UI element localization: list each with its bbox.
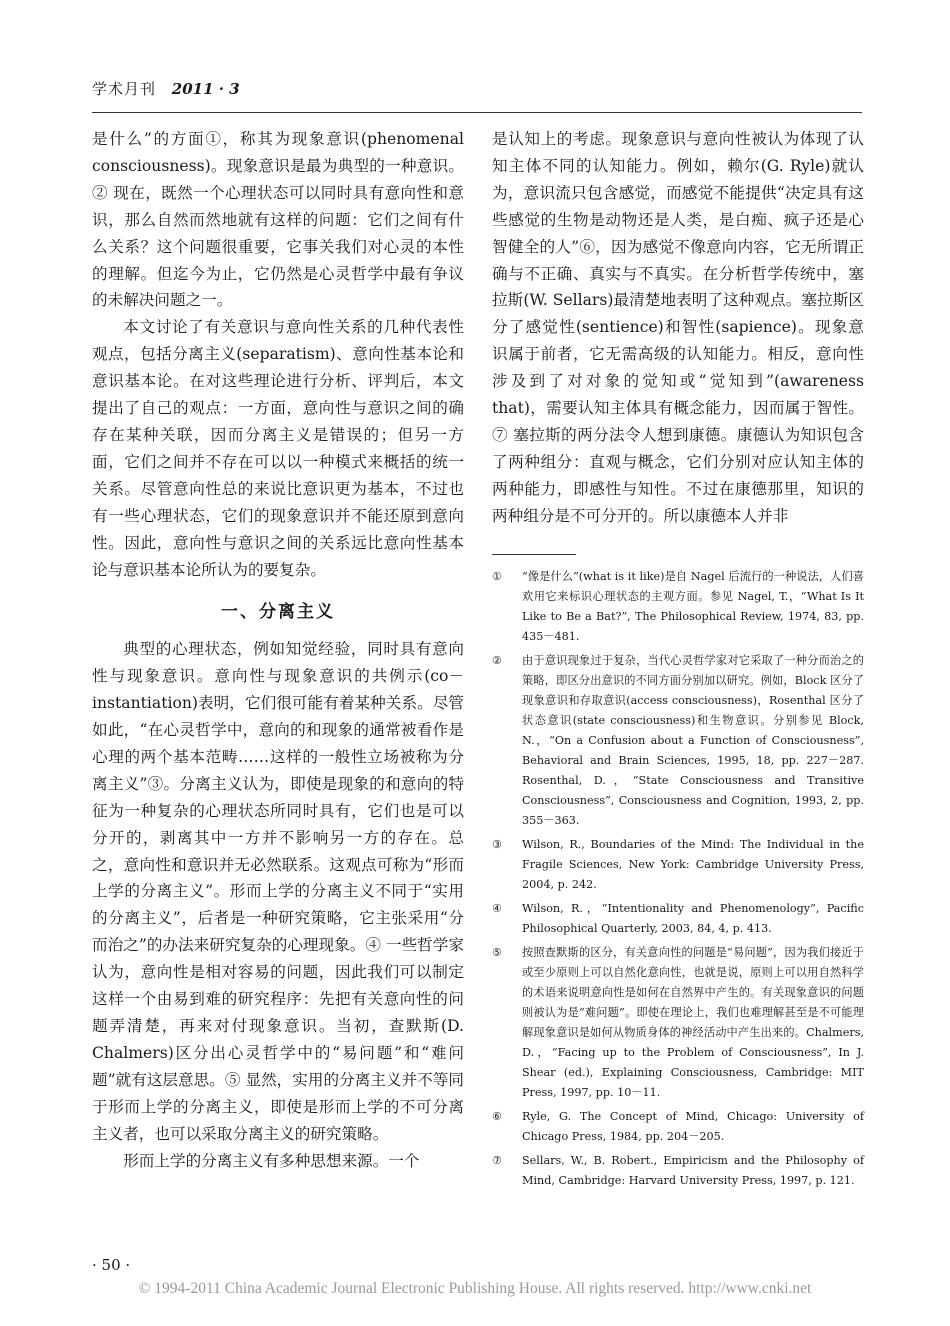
footnote-number: ⑤ bbox=[492, 945, 503, 959]
footnote-text: Ryle, G. The Concept of Mind, Chicago: University of Chicago Press, 1984, pp. 204－205. bbox=[522, 1109, 864, 1143]
footnote-text: “像是什么”(what is it like)是自 Nagel 后流行的一种说法，人们喜欢用它来标识心理状态的主观方面。参见 Nagel, T.，“What Is It Like to Be a Bat?”, The Philosophical Review, 1974, 83, pp. 435－481. bbox=[522, 569, 864, 643]
footnote bbox=[492, 835, 864, 895]
footnote bbox=[492, 1151, 864, 1191]
footnote-number: ③ bbox=[492, 837, 503, 851]
journal-name: 学术月刊 bbox=[92, 80, 157, 98]
footnote-number: ⑦ bbox=[492, 1153, 503, 1167]
footnote-number: ④ bbox=[492, 901, 503, 915]
footnote bbox=[492, 651, 864, 831]
footnotes bbox=[492, 567, 864, 1191]
footnote bbox=[492, 567, 864, 647]
footnote-number: ② bbox=[492, 653, 503, 667]
footnote bbox=[492, 1107, 864, 1147]
footnote bbox=[492, 943, 864, 1103]
paragraph: 形而上学的分离主义有多种思想来源。一个 bbox=[123, 1151, 420, 1170]
paragraph: 是认知上的考虑。现象意识与意向性被认为体现了认知主体不同的认知能力。例如，赖尔(G. Ryle)就认为，意识流只包含感觉，而感觉不能提供“决定具有这些感觉的生物是动物还是人类，是白痴、疯子还是心智健全的人”⑥，因为感觉不像意向内容，它无所谓正确与不正确、真实与不真实。在分析哲学传统中，塞拉斯(W. Sellars)最清楚地表明了这种观点。塞拉斯区分了感觉性(sentience)和智性(sapience)。现象意识属于前者，它无需高级的认知能力。相反，意向性涉及到了对对象的觉知或“觉知到”(awareness that)，需要认知主体具有概念能力，因而属于智性。⑦ 塞拉斯的两分法令人想到康德。康德认为知识包含了两种组分：直观与概念，它们分别对应认知主体的两种能力，即感性与知性。不过在康德那里，知识的两种组分是不可分开的。所以康德本人并非 bbox=[492, 130, 864, 525]
footnote-text: 按照查默斯的区分，有关意向性的问题是“易问题”，因为我们接近于或至少原则上可以自然化意向性，也就是说，原则上可以用自然科学的术语来说明意向性是如何在自然界中产生的。有关现象意识的问题则被认为是“难问题”。即使在理论上，我们也难理解甚至是不可能理解现象意识是如何从物质身体的神经活动中产生出来的。Chalmers, D.，“Facing up to the Problem of Consciousness”, In J. Shear (ed.), Explaining Consciousness, Cambridge: MIT Press, 1997, pp. 10－11. bbox=[522, 945, 864, 1099]
footnote-separator bbox=[492, 554, 576, 555]
copyright-watermark: © 1994-2011 China Academic Journal Electronic Publishing House. All rights reserved. http://www.cnki.net bbox=[138, 1280, 812, 1297]
footnote-text: Wilson, R., Boundaries of the Mind: The Individual in the Fragile Sciences, New York: Cambridge University Press, 2004, p. 242. bbox=[522, 837, 864, 891]
paragraph: 本文讨论了有关意识与意向性关系的几种代表性观点，包括分离主义(separatism)、意向性基本论和意识基本论。在对这些理论进行分析、评判后，本文提出了自己的观点：一方面，意向性与意识之间的确存在某种关联，因而分离主义是错误的；但另一方面，它们之间并不存在可以以一种模式来概括的统一关系。尽管意向性总的来说比意识更为基本，不过也有一些心理状态，它们的现象意识并不能还原到意向性。因此，意向性与意识之间的关系远比意向性基本论与意识基本论所认为的要复杂。 bbox=[92, 318, 464, 579]
issue-number: 2011 · 3 bbox=[171, 80, 240, 98]
right-column bbox=[492, 126, 864, 1195]
running-header bbox=[92, 78, 240, 99]
paragraph: 是什么”的方面①，称其为现象意识(phenomenal consciousness)。现象意识是最为典型的一种意识。② 现在，既然一个心理状态可以同时具有意向性和意识，那么自然而然地就有这样的问题：它们之间有什么关系？这个问题很重要，它事关我们对心灵的本性的理解。但迄今为止，它仍然是心灵哲学中最有争议的未解决问题之一。 bbox=[92, 130, 464, 310]
footnote-text: Sellars, W., B. Robert., Empiricism and the Philosophy of Mind, Cambridge: Harvard University Press, 1997, p. 121. bbox=[522, 1153, 864, 1187]
paragraph: 典型的心理状态，例如知觉经验，同时具有意向性与现象意识。意向性与现象意识的共例示(co－instantiation)表明，它们很可能有着某种关系。尽管如此，“在心灵哲学中，意向的和现象的通常被看作是心理的两个基本范畴……这样的一般性立场被称为分离主义”③。分离主义认为，即使是现象的和意向的特征为一种复杂的心理状态所同时具有，它们也是可以分开的，剥离其中一方并不影响另一方的存在。总之，意向性和意识并无必然联系。这观点可称为“形而上学的分离主义”。形而上学的分离主义不同于“实用的分离主义”，后者是一种研究策略，它主张采用“分而治之”的办法来研究复杂的心理现象。④ 一些哲学家认为，意向性是相对容易的问题，因此我们可以制定这样一个由易到难的研究程序：先把有关意向性的问题弄清楚，再来对付现象意识。当初，查默斯(D. Chalmers)区分出心灵哲学中的“易问题”和“难问题”就有这层意思。⑤ 显然，实用的分离主义并不等同于形而上学的分离主义，即使是形而上学的不可分离主义者，也可以采取分离主义的研究策略。 bbox=[92, 640, 464, 1143]
left-column bbox=[92, 126, 464, 1174]
page-number: · 50 · bbox=[92, 1256, 131, 1274]
header-rule bbox=[92, 112, 862, 113]
footnote-number: ① bbox=[492, 569, 503, 583]
footnote bbox=[492, 899, 864, 939]
footnote-text: Wilson, R.，“Intentionality and Phenomenology”, Pacific Philosophical Quarterly, 2003, 84, 4, p. 413. bbox=[522, 901, 864, 935]
footnote-number: ⑥ bbox=[492, 1109, 503, 1123]
footnote-text: 由于意识现象过于复杂，当代心灵哲学家对它采取了一种分而治之的策略，即区分出意识的不同方面分别加以研究。例如，Block 区分了现象意识和存取意识(access consciousness)，Rosenthal 区分了状态意识(state consciousness)和生物意识。分别参见 Block, N.，“On a Confusion about a Function of Consciousness”, Behavioral and Brain Sciences, 1995, 18, pp. 227－287. Rosenthal, D.，“State Consciousness and Transitive Consciousness”, Consciousness and Cognition, 1993, 2, pp. 355－363. bbox=[522, 653, 864, 827]
section-heading: 一、分离主义 bbox=[221, 602, 335, 623]
